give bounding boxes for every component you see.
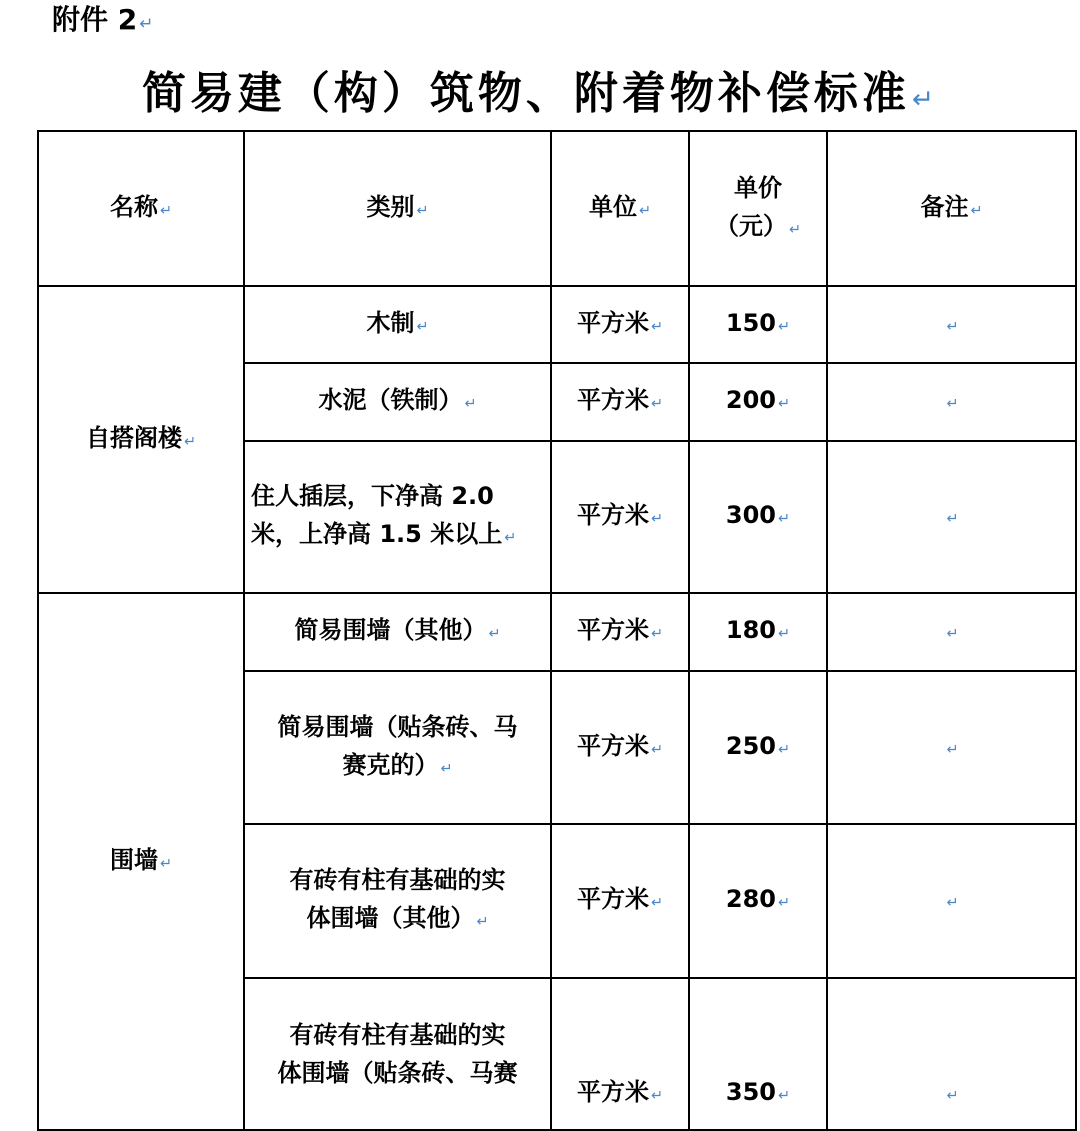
return-mark-icon: ↵ (946, 741, 959, 758)
return-mark-icon: ↵ (778, 396, 791, 412)
table-row (38, 286, 1076, 363)
unit-cell: 平方米 ↵ (551, 671, 689, 824)
return-mark-icon: ↵ (650, 741, 664, 758)
return-mark-icon: ↵ (946, 626, 959, 642)
return-mark-icon: ↵ (788, 221, 802, 238)
price-cell: 250 ↵ (689, 671, 827, 824)
return-mark-icon: ↵ (778, 626, 791, 642)
return-mark-icon: ↵ (416, 202, 429, 219)
header-name: 名称 ↵ (38, 131, 244, 286)
return-mark-icon: ↵ (946, 895, 959, 911)
price-cell: 300 ↵ (689, 441, 827, 593)
unit-cell: 平方米 ↵ (551, 363, 689, 441)
return-mark-icon: ↵ (488, 626, 501, 642)
price-cell: 180 ↵ (689, 593, 827, 671)
note-cell (827, 441, 1076, 593)
category-cell: 住人插层，下净高 2.0 米，上净高 1.5 米以上 ↵ (244, 441, 551, 593)
return-mark-icon: ↵ (946, 318, 959, 335)
unit-cell: 平方米 ↵ (551, 824, 689, 978)
header-unit: 单位 ↵ (551, 131, 689, 286)
return-mark-icon: ↵ (970, 202, 983, 219)
price-cell: 280 ↵ (689, 824, 827, 978)
return-mark-icon: ↵ (650, 511, 664, 527)
note-cell (827, 824, 1076, 978)
category-cell: 有砖有柱有基础的实 体围墙（贴条砖、马赛 (244, 978, 551, 1130)
return-mark-icon: ↵ (778, 511, 791, 527)
header-price: 单价 （元） ↵ (689, 131, 827, 286)
return-mark-icon: ↵ (650, 396, 664, 412)
attachment-label: 附件 2 ↵ (52, 3, 154, 36)
return-mark-icon: ↵ (778, 318, 791, 335)
return-mark-icon: ↵ (183, 433, 197, 450)
category-cell: 简易围墙（其他） ↵ (244, 593, 551, 671)
header-category: 类别 ↵ (244, 131, 551, 286)
return-mark-icon: ↵ (504, 530, 517, 546)
category-cell: 水泥（铁制） ↵ (244, 363, 551, 441)
compensation-table (37, 130, 1077, 1131)
unit-cell: 平方米 ↵ (551, 593, 689, 671)
return-mark-icon: ↵ (440, 760, 453, 777)
table-row (38, 593, 1076, 671)
unit-cell: 平方米 ↵ (551, 286, 689, 363)
return-mark-icon: ↵ (946, 396, 959, 412)
note-cell (827, 286, 1076, 363)
return-mark-icon: ↵ (650, 318, 664, 335)
return-mark-icon: ↵ (464, 396, 477, 412)
unit-cell: 平方米 ↵ (551, 441, 689, 593)
page-title: 简易建（构）筑物、附着物补偿标准↵ (141, 68, 939, 119)
note-cell (827, 671, 1076, 824)
return-mark-icon: ↵ (778, 895, 791, 911)
return-mark-icon: ↵ (476, 914, 489, 930)
note-cell (827, 363, 1076, 441)
price-cell: 150 ↵ (689, 286, 827, 363)
category-cell: 简易围墙（贴条砖、马 赛克的） ↵ (244, 671, 551, 824)
unit-cell: 平方米 ↵ (551, 978, 689, 1130)
return-mark-icon: ↵ (778, 1088, 791, 1104)
return-mark-icon: ↵ (650, 626, 664, 642)
return-mark-icon: ↵ (911, 84, 939, 115)
group-cell: 围墙 ↵ (38, 593, 244, 1130)
note-cell (827, 978, 1076, 1130)
return-mark-icon: ↵ (638, 202, 652, 219)
note-cell (827, 593, 1076, 671)
return-mark-icon: ↵ (778, 741, 791, 758)
return-mark-icon: ↵ (650, 895, 664, 911)
table-header-row (38, 131, 1076, 286)
return-mark-icon: ↵ (946, 1088, 959, 1104)
category-cell: 木制 ↵ (244, 286, 551, 363)
return-mark-icon: ↵ (139, 13, 154, 33)
price-cell: 350 ↵ (689, 978, 827, 1130)
return-mark-icon: ↵ (416, 318, 429, 335)
return-mark-icon: ↵ (946, 511, 959, 527)
category-cell: 有砖有柱有基础的实 体围墙（其他） ↵ (244, 824, 551, 978)
return-mark-icon: ↵ (159, 855, 173, 872)
price-cell: 200 ↵ (689, 363, 827, 441)
return-mark-icon: ↵ (159, 202, 173, 219)
group-cell: 自搭阁楼 ↵ (38, 286, 244, 593)
header-note: 备注 ↵ (827, 131, 1076, 286)
return-mark-icon: ↵ (650, 1088, 664, 1104)
